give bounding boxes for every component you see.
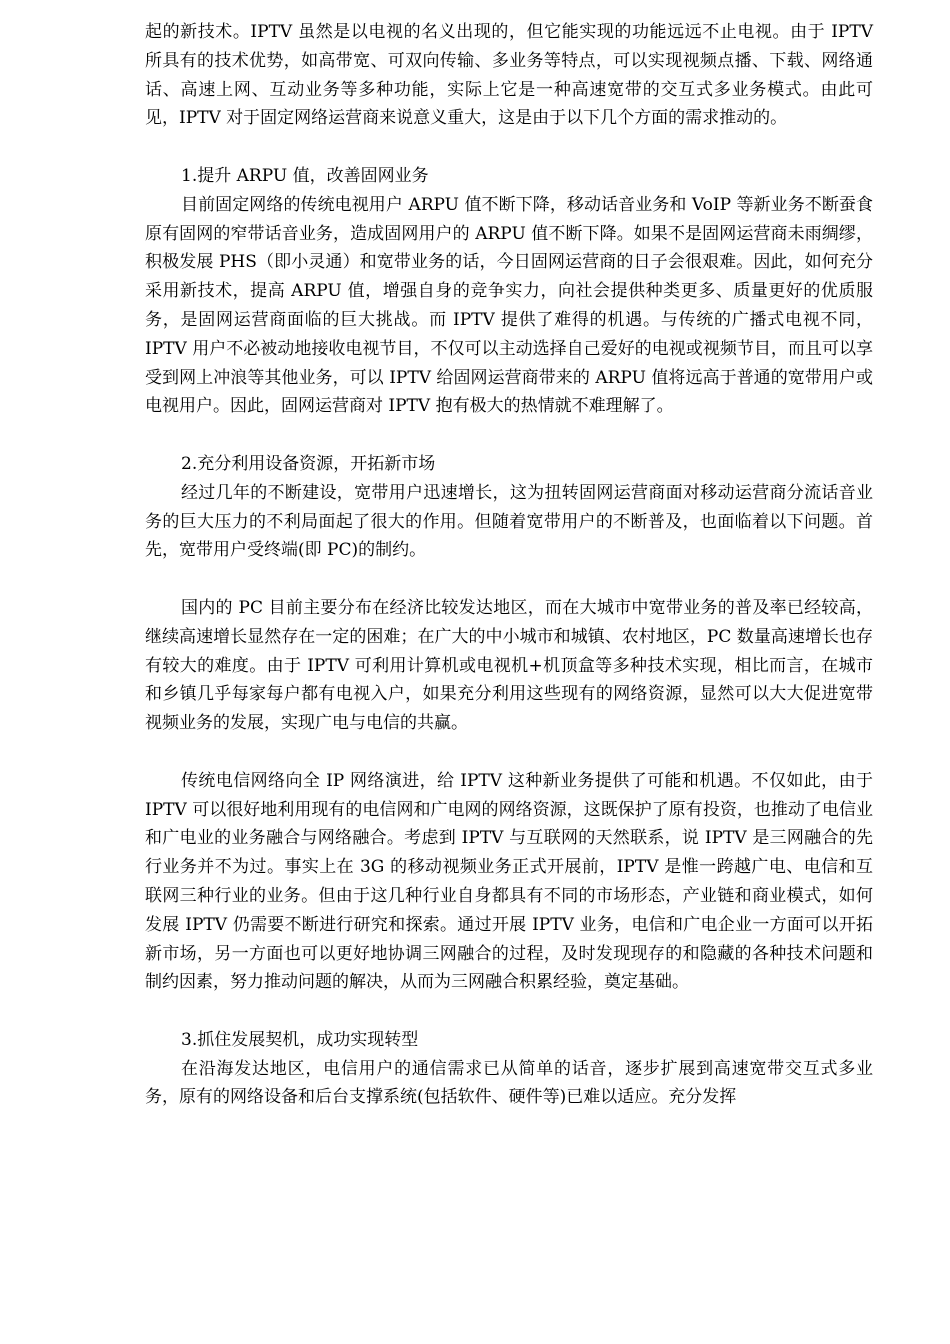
paragraph-gap [145, 421, 873, 450]
paragraph-gap [145, 133, 873, 162]
intro-paragraph: 起的新技术。IPTV 虽然是以电视的名义出现的，但它能实现的功能远远不止电视。由于 IPTV 所具有的技术优势，如高带宽、可双向传输、多业务等特点，可以实现视频点播、下载、网络通话、高速上网、互动业务等多种功能，实际上它是一种高速宽带的交互式多业务模式。由此可见，IPTV 对于固定网络运营商来说意义重大，这是由于以下几个方面的需求推动的。 [145, 22, 873, 129]
document-body [145, 18, 873, 1112]
section-1-heading: 1.提升 ARPU 值，改善固网业务 [181, 165, 429, 186]
section-2-paragraph-2: 国内的 PC 目前主要分布在经济比较发达地区，而在大城市中宽带业务的普及率已经较高，继续高速增长显然存在一定的困难；在广大的中小城市和城镇、农村地区，PC 数量高速增长也存有较大的难度。由于 IPTV 可利用计算机或电视机+机顶盒等多种技术实现，相比而言，在城市和乡镇几乎每家每户都有电视入户，如果充分利用这些现有的网络资源，显然可以大大促进宽带视频业务的发展，实现广电与电信的共赢。 [145, 597, 873, 734]
paragraph-gap [145, 997, 873, 1026]
section-2-heading: 2.充分利用设备资源，开拓新市场 [181, 453, 436, 474]
paragraph-gap [145, 738, 873, 767]
section-2-paragraph-1: 经过几年的不断建设，宽带用户迅速增长，这为扭转固网运营商面对移动运营商分流话音业务的巨大压力的不利局面起了很大的作用。但随着宽带用户的不断普及，也面临着以下问题。首先，宽带用户受终端(即 PC)的制约。 [145, 482, 873, 561]
paragraph-gap [145, 565, 873, 594]
section-2-paragraph-3: 传统电信网络向全 IP 网络演进，给 IPTV 这种新业务提供了可能和机遇。不仅如此，由于 IPTV 可以很好地利用现有的电信网和广电网的网络资源，这既保护了原有投资，也推动了电信业和广电业的业务融合与网络融合。考虑到 IPTV 与互联网的天然联系，说 IPTV 是三网融合的先行业务并不为过。事实上在 3G 的移动视频业务正式开展前，IPTV 是惟一跨越广电、电信和互联网三种行业的业务。但由于这几种行业自身都具有不同的市场形态，产业链和商业模式，如何发展 IPTV 仍需要不断进行研究和探索。通过开展 IPTV 业务，电信和广电企业一方面可以开拓新市场，另一方面也可以更好地协调三网融合的过程，及时发现现存的和隐藏的各种技术问题和制约因素，努力推动问题的解决，从而为三网融合积累经验，奠定基础。 [145, 770, 873, 993]
section-1-paragraph-1: 目前固定网络的传统电视用户 ARPU 值不断下降，移动话音业务和 VoIP 等新业务不断蚕食原有固网的窄带话音业务，造成固网用户的 ARPU 值不断下降。如果不是固网运营商未雨绸缪，积极发展 PHS（即小灵通）和宽带业务的话，今日固网运营商的日子会很艰难。因此，如何充分采用新技术，提高 ARPU 值，增强自身的竞争实力，向社会提供种类更多、质量更好的优质服务，是固网运营商面临的巨大挑战。而 IPTV 提供了难得的机遇。与传统的广播式电视不同，IPTV 用户不必被动地接收电视节目，不仅可以主动选择自己爱好的电视或视频节目，而且可以享受到网上冲浪等其他业务，可以 IPTV 给固网运营商带来的 ARPU 值将远高于普通的宽带用户或电视用户。因此，固网运营商对 IPTV 抱有极大的热情就不难理解了。 [145, 194, 873, 417]
section-3-paragraph-1: 在沿海发达地区，电信用户的通信需求已从简单的话音，逐步扩展到高速宽带交互式多业务，原有的网络设备和后台支撑系统(包括软件、硬件等)已难以适应。充分发挥 [145, 1058, 873, 1108]
section-3-heading: 3.抓住发展契机，成功实现转型 [181, 1029, 419, 1050]
